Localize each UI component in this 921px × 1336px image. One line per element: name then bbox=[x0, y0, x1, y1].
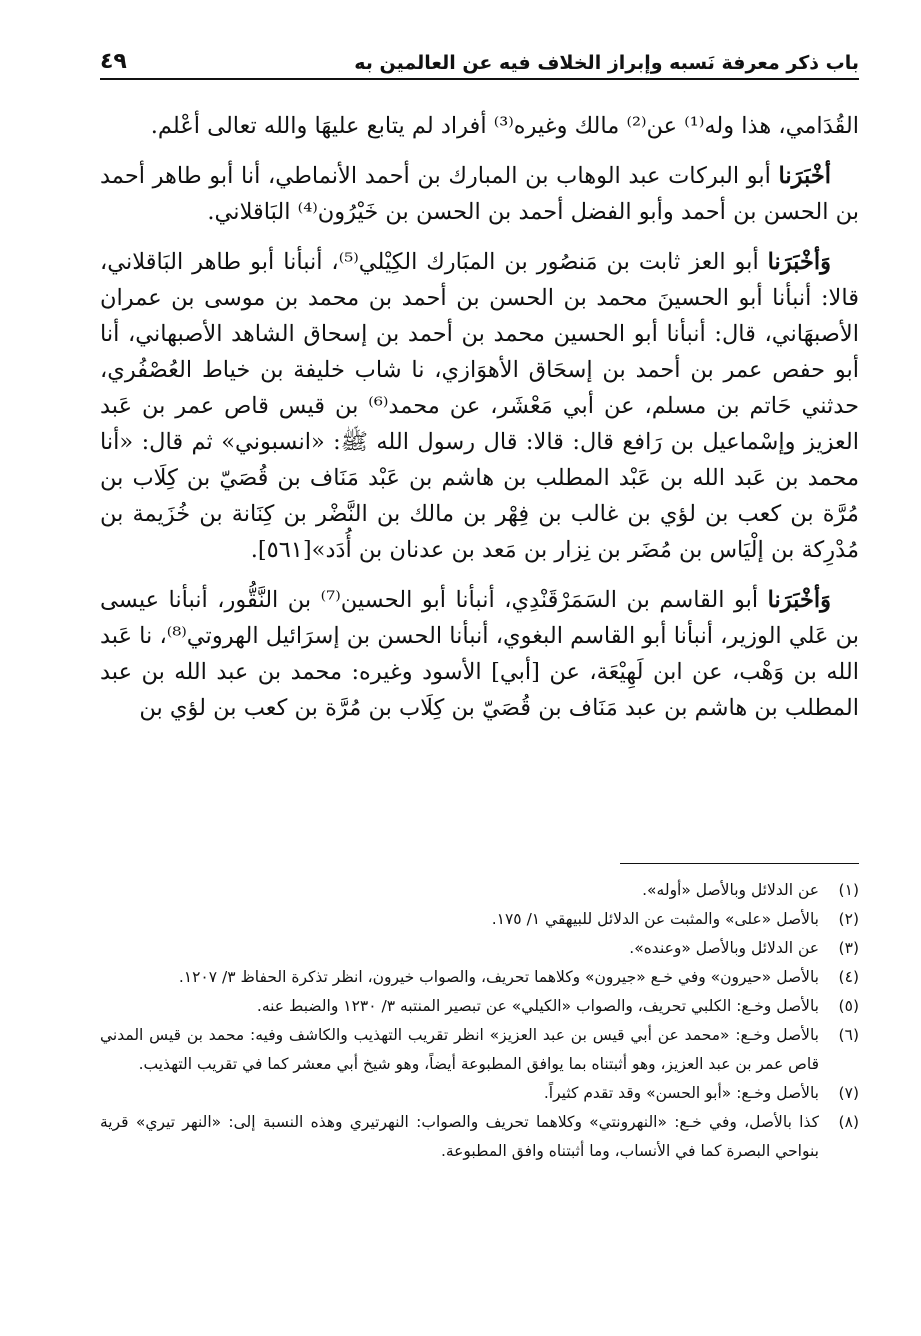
page-number: ٤٩ bbox=[100, 49, 127, 74]
footnote-text: بالأصل وخـع: «محمد عن أبي قيس بن عبد العزيز» انظر تقريب التهذيب والكاشف وفيه: محمد بن قيس المدني قاص عمر بن عبد العزيز، وهو أثبتناه بما يوافق المطبوعة أيضاً، وهو شيخ أبي معشر كما في تقريب التهذيب. bbox=[100, 1026, 819, 1073]
footnote-separator bbox=[620, 863, 859, 864]
footnote-number: (٤) bbox=[838, 968, 859, 986]
main-text bbox=[100, 108, 859, 740]
footnote-number: (٨) bbox=[838, 1113, 859, 1131]
footnote-number: (٦) bbox=[838, 1026, 859, 1044]
footnote-number: (٥) bbox=[838, 997, 859, 1015]
paragraph-lead: أخْبَرَنا bbox=[778, 163, 831, 189]
paragraph-text: القُدَامي، هذا وله⁽¹⁾ عن⁽²⁾ مالك وغيره⁽³⁾ أفراد لم يتابع عليهَا والله تعالى أعْلم. bbox=[150, 113, 859, 139]
paragraph-4 bbox=[100, 582, 859, 726]
page-header bbox=[100, 38, 859, 80]
footnote-text: عن الدلائل وبالأصل «أوله». bbox=[642, 881, 819, 899]
footnote-item bbox=[100, 876, 859, 905]
footnote-text: بالأصل «على» والمثبت عن الدلائل للبيهقي ١/ ١٧٥. bbox=[491, 910, 819, 928]
footnote-number: (٣) bbox=[838, 939, 859, 957]
footnote-number: (١) bbox=[838, 881, 859, 899]
paragraph-3 bbox=[100, 244, 859, 568]
footnote-item bbox=[100, 905, 859, 934]
running-title: باب ذكر معرفة نَسبه وإبراز الخلاف فيه عن العالمين به bbox=[354, 52, 859, 74]
footnote-item bbox=[100, 963, 859, 992]
footnote-text: بالأصل «حيرون» وفي خـع «جيرون» وكلاهما تحريف، والصواب خيرون، انظر تذكرة الحفاظ ٣/ ١٢٠٧. bbox=[178, 968, 819, 986]
footnote-text: بالأصل وخـع: الكلبي تحريف، والصواب «الكيلي» عن تبصير المنتبه ٣/ ١٢٣٠ والضبط عنه. bbox=[256, 997, 819, 1015]
paragraph-lead: وَأخْبَرَنا bbox=[767, 249, 831, 275]
paragraph-1 bbox=[100, 108, 859, 144]
footnote-text: كذا بالأصل، وفي خـع: «النهرونتي» وكلاهما تحريف والصواب: النهرتيري وهذه النسبة إلى: «النهر تيري» قرية بنواحي البصرة كما في الأنساب، وما أثبتناه وافق المطبوعة. bbox=[100, 1113, 819, 1160]
paragraph-2 bbox=[100, 158, 859, 230]
footnote-item bbox=[100, 1079, 859, 1108]
paragraph-text: أبو العز ثابت بن مَنصُور بن المبَارك الكِيْلي⁽⁵⁾، أنبأنا أبو طاهر البَاقلاني، قالا: أنبأنا أبو الحسينَ محمد بن الحسن بن أحمد بن محمد بن موسى بن عمران الأصبهَاني، قال: أنبأنا أبو الحسين محمد بن أحمد بن إسحاق الشاهد الأصبهاني، أنا أبو حفص عمر بن أحمد بن إسحَاق الأهوَازي، نا شاب خليفة بن خياط العُصْفُري، حدثني حَاتم بن مسلم، عن أبي مَعْشَر، عن محمد⁽⁶⁾ بن قيس قاص عمر بن عَبد العزيز وإسْماعيل بن رَافع قال: قالا: قال رسول الله ﷺ: «انسبوني» ثم قال: «أنا محمد بن عَبد الله بن عَبْد المطلب بن هاشم بن عَبْد مَنَاف بن قُصَيّ بن كِلَاب بن مُرَّة بن كعب بن لؤي بن غالب بن فِهْر بن مالك بن النَّضْر بن كِنَانة بن خُزَيمة بن مُدْرِكة بن إلْيَاس بن مُضَر بن نِزار بن مَعد بن عدنان بن أُدَد»[٥٦١]. bbox=[100, 249, 859, 563]
footnote-item bbox=[100, 992, 859, 1021]
footnote-item bbox=[100, 1108, 859, 1166]
footnote-text: عن الدلائل وبالأصل «وعنده». bbox=[629, 939, 819, 957]
paragraph-text: أبو القاسم بن السَمَرْقَنْدِي، أنبأنا أبو الحسين⁽⁷⁾ بن النَّقُّور، أنبأنا عيسى بن عَلي الوزير، أنبأنا أبو القاسم البغوي، أنبأنا الحسن بن إسرَائيل الهروتي⁽⁸⁾، نا عَبد الله بن وَهْب، عن ابن لَهِيْعَة، عن [أبي] الأسود وغيره: محمد بن عبد الله بن عبد المطلب بن هاشم بن عبد مَنَاف بن قُصَيّ بن كِلَاب بن مُرَّة بن كعب بن لؤي بن bbox=[100, 587, 859, 721]
footnote-item bbox=[100, 934, 859, 963]
footnote-text: بالأصل وخـع: «أبو الحسن» وقد تقدم كثيراً. bbox=[543, 1084, 819, 1102]
footnote-number: (٧) bbox=[838, 1084, 859, 1102]
paragraph-text: أبو البركات عبد الوهاب بن المبارك بن أحمد الأنماطي، أنا أبو طاهر أحمد بن الحسن بن أحمد وأبو الفضل أحمد بن الحسن بن خَيْرُون⁽⁴⁾ البَاقلاني. bbox=[100, 163, 859, 225]
footnote-item bbox=[100, 1021, 859, 1079]
paragraph-lead: وَأخْبَرَنا bbox=[767, 587, 831, 613]
footnotes bbox=[100, 876, 859, 1166]
footnote-number: (٢) bbox=[838, 910, 859, 928]
